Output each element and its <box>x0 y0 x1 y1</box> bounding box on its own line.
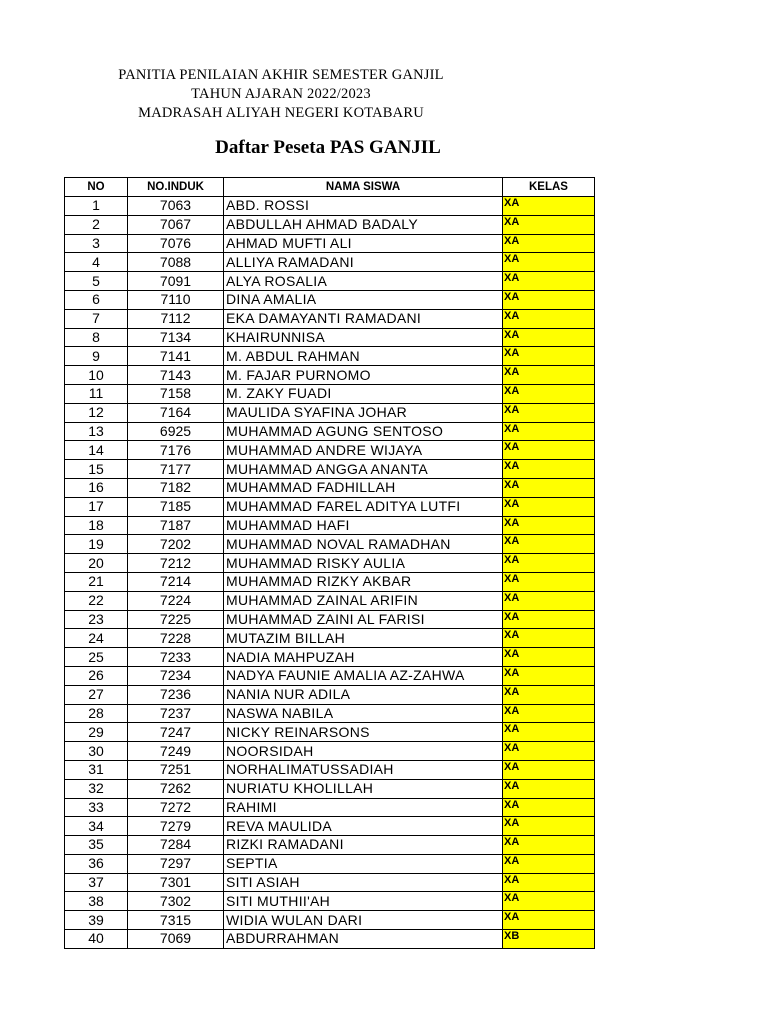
student-name: MUHAMMAD ANDRE WIJAYA <box>224 441 503 460</box>
student-id: 7228 <box>128 629 224 648</box>
class-cell: XA <box>503 441 595 460</box>
table-row <box>65 478 595 497</box>
student-name: NICKY REINARSONS <box>224 723 503 742</box>
student-name: MUTAZIM BILLAH <box>224 629 503 648</box>
table-row <box>65 930 595 949</box>
student-name: MAULIDA SYAFINA JOHAR <box>224 403 503 422</box>
row-number: 5 <box>65 272 128 291</box>
student-name: NURIATU KHOLILLAH <box>224 779 503 798</box>
column-header-no-induk: NO.INDUK <box>128 178 224 197</box>
participant-table <box>64 177 595 949</box>
row-number: 11 <box>65 384 128 403</box>
student-id: 7236 <box>128 685 224 704</box>
row-number: 28 <box>65 704 128 723</box>
row-number: 32 <box>65 779 128 798</box>
table-row <box>65 779 595 798</box>
student-id: 7185 <box>128 497 224 516</box>
class-cell: XA <box>503 516 595 535</box>
column-header-no: NO <box>65 178 128 197</box>
student-name: SITI MUTHII'AH <box>224 892 503 911</box>
class-cell: XA <box>503 572 595 591</box>
row-number: 36 <box>65 854 128 873</box>
table-row <box>65 723 595 742</box>
row-number: 14 <box>65 441 128 460</box>
student-name: MUHAMMAD ZAINAL ARIFIN <box>224 591 503 610</box>
row-number: 29 <box>65 723 128 742</box>
academic-year-line: TAHUN AJARAN 2022/2023 <box>191 86 371 102</box>
class-cell: XA <box>503 779 595 798</box>
student-id: 7284 <box>128 836 224 855</box>
student-id: 7134 <box>128 328 224 347</box>
student-id: 7297 <box>128 854 224 873</box>
student-id: 7141 <box>128 347 224 366</box>
student-name: MUHAMMAD AGUNG SENTOSO <box>224 422 503 441</box>
table-row <box>65 572 595 591</box>
student-name: ABDURRAHMAN <box>224 930 503 949</box>
table-row <box>65 460 595 479</box>
column-header-kelas: KELAS <box>503 178 595 197</box>
student-id: 7301 <box>128 873 224 892</box>
class-cell: XA <box>503 854 595 873</box>
student-id: 7076 <box>128 234 224 253</box>
column-header-nama-siswa: NAMA SISWA <box>224 178 503 197</box>
table-row <box>65 403 595 422</box>
table-row <box>65 817 595 836</box>
student-name: MUHAMMAD NOVAL RAMADHAN <box>224 535 503 554</box>
student-id: 7249 <box>128 742 224 761</box>
class-cell: XA <box>503 197 595 216</box>
student-name: MUHAMMAD ANGGA ANANTA <box>224 460 503 479</box>
class-cell: XA <box>503 460 595 479</box>
table-row <box>65 854 595 873</box>
student-name: RAHIMI <box>224 798 503 817</box>
table-row <box>65 347 595 366</box>
row-number: 24 <box>65 629 128 648</box>
student-name: KHAIRUNNISA <box>224 328 503 347</box>
row-number: 37 <box>65 873 128 892</box>
table-row <box>65 911 595 930</box>
student-name: MUHAMMAD FAREL ADITYA LUTFI <box>224 497 503 516</box>
row-number: 20 <box>65 554 128 573</box>
class-cell: XA <box>503 422 595 441</box>
student-id: 6925 <box>128 422 224 441</box>
student-name: RIZKI RAMADANI <box>224 836 503 855</box>
table-row <box>65 648 595 667</box>
row-number: 15 <box>65 460 128 479</box>
student-id: 7315 <box>128 911 224 930</box>
student-id: 7110 <box>128 290 224 309</box>
student-id: 7067 <box>128 215 224 234</box>
student-name: AHMAD MUFTI ALI <box>224 234 503 253</box>
document-header <box>0 66 562 123</box>
class-cell: XA <box>503 272 595 291</box>
student-id: 7237 <box>128 704 224 723</box>
class-cell: XA <box>503 836 595 855</box>
row-number: 39 <box>65 911 128 930</box>
row-number: 9 <box>65 347 128 366</box>
student-name: M. FAJAR PURNOMO <box>224 366 503 385</box>
class-cell: XA <box>503 742 595 761</box>
row-number: 17 <box>65 497 128 516</box>
class-cell: XA <box>503 253 595 272</box>
class-cell: XA <box>503 384 595 403</box>
row-number: 25 <box>65 648 128 667</box>
table-row <box>65 610 595 629</box>
table-row <box>65 384 595 403</box>
student-id: 7182 <box>128 478 224 497</box>
class-cell: XA <box>503 911 595 930</box>
row-number: 16 <box>65 478 128 497</box>
student-id: 7088 <box>128 253 224 272</box>
row-number: 3 <box>65 234 128 253</box>
student-id: 7247 <box>128 723 224 742</box>
table-header-row <box>65 178 595 197</box>
class-cell: XA <box>503 591 595 610</box>
table-row <box>65 290 595 309</box>
table-row <box>65 234 595 253</box>
student-name: SITI ASIAH <box>224 873 503 892</box>
student-id: 7158 <box>128 384 224 403</box>
student-id: 7214 <box>128 572 224 591</box>
row-number: 31 <box>65 760 128 779</box>
table-row <box>65 704 595 723</box>
row-number: 30 <box>65 742 128 761</box>
row-number: 38 <box>65 892 128 911</box>
student-id: 7091 <box>128 272 224 291</box>
class-cell: XA <box>503 478 595 497</box>
student-name: M. ABDUL RAHMAN <box>224 347 503 366</box>
student-name: NADYA FAUNIE AMALIA AZ-ZAHWA <box>224 666 503 685</box>
table-row <box>65 591 595 610</box>
class-cell: XA <box>503 347 595 366</box>
table-row <box>65 497 595 516</box>
table-row <box>65 836 595 855</box>
table-row <box>65 253 595 272</box>
student-name: NASWA NABILA <box>224 704 503 723</box>
row-number: 22 <box>65 591 128 610</box>
row-number: 2 <box>65 215 128 234</box>
student-name: ABD. ROSSI <box>224 197 503 216</box>
class-cell: XA <box>503 535 595 554</box>
row-number: 21 <box>65 572 128 591</box>
class-cell: XA <box>503 648 595 667</box>
class-cell: XA <box>503 873 595 892</box>
table-row <box>65 760 595 779</box>
class-cell: XA <box>503 704 595 723</box>
row-number: 19 <box>65 535 128 554</box>
student-id: 7233 <box>128 648 224 667</box>
class-cell: XA <box>503 234 595 253</box>
row-number: 33 <box>65 798 128 817</box>
class-cell: XA <box>503 290 595 309</box>
student-name: NANIA NUR ADILA <box>224 685 503 704</box>
row-number: 27 <box>65 685 128 704</box>
class-cell: XA <box>503 798 595 817</box>
table-row <box>65 215 595 234</box>
table-row <box>65 629 595 648</box>
student-id: 7063 <box>128 197 224 216</box>
student-name: MUHAMMAD FADHILLAH <box>224 478 503 497</box>
class-cell: XA <box>503 366 595 385</box>
table-row <box>65 272 595 291</box>
student-id: 7251 <box>128 760 224 779</box>
class-cell: XA <box>503 403 595 422</box>
student-name: EKA DAMAYANTI RAMADANI <box>224 309 503 328</box>
row-number: 13 <box>65 422 128 441</box>
student-name: MUHAMMAD RISKY AULIA <box>224 554 503 573</box>
class-cell: XA <box>503 723 595 742</box>
student-id: 7202 <box>128 535 224 554</box>
student-id: 7224 <box>128 591 224 610</box>
class-cell: XA <box>503 610 595 629</box>
student-id: 7164 <box>128 403 224 422</box>
student-id: 7177 <box>128 460 224 479</box>
school-name-line: MADRASAH ALIYAH NEGERI KOTABARU <box>138 105 424 121</box>
row-number: 34 <box>65 817 128 836</box>
table-body <box>65 197 595 949</box>
table-row <box>65 666 595 685</box>
student-id: 7069 <box>128 930 224 949</box>
table-row <box>65 798 595 817</box>
table-row <box>65 535 595 554</box>
student-id: 7212 <box>128 554 224 573</box>
row-number: 4 <box>65 253 128 272</box>
row-number: 26 <box>65 666 128 685</box>
row-number: 35 <box>65 836 128 855</box>
student-name: DINA AMALIA <box>224 290 503 309</box>
class-cell: XA <box>503 554 595 573</box>
table-row <box>65 516 595 535</box>
class-cell: XA <box>503 328 595 347</box>
class-cell: XB <box>503 930 595 949</box>
table-row <box>65 685 595 704</box>
row-number: 18 <box>65 516 128 535</box>
table-row <box>65 554 595 573</box>
committee-line: PANITIA PENILAIAN AKHIR SEMESTER GANJIL <box>118 67 444 83</box>
class-cell: XA <box>503 892 595 911</box>
class-cell: XA <box>503 817 595 836</box>
row-number: 10 <box>65 366 128 385</box>
table-row <box>65 873 595 892</box>
student-name: WIDIA WULAN DARI <box>224 911 503 930</box>
student-id: 7262 <box>128 779 224 798</box>
student-id: 7187 <box>128 516 224 535</box>
student-name: MUHAMMAD HAFI <box>224 516 503 535</box>
row-number: 23 <box>65 610 128 629</box>
table-row <box>65 441 595 460</box>
student-id: 7279 <box>128 817 224 836</box>
class-cell: XA <box>503 215 595 234</box>
class-cell: XA <box>503 497 595 516</box>
table-row <box>65 422 595 441</box>
student-id: 7234 <box>128 666 224 685</box>
student-id: 7112 <box>128 309 224 328</box>
student-name: M. ZAKY FUADI <box>224 384 503 403</box>
student-id: 7143 <box>128 366 224 385</box>
student-name: ALLIYA RAMADANI <box>224 253 503 272</box>
row-number: 40 <box>65 930 128 949</box>
student-name: NORHALIMATUSSADIAH <box>224 760 503 779</box>
row-number: 12 <box>65 403 128 422</box>
student-name: SEPTIA <box>224 854 503 873</box>
student-name: MUHAMMAD ZAINI AL FARISI <box>224 610 503 629</box>
class-cell: XA <box>503 685 595 704</box>
table-row <box>65 309 595 328</box>
student-name: NADIA MAHPUZAH <box>224 648 503 667</box>
student-id: 7176 <box>128 441 224 460</box>
row-number: 1 <box>65 197 128 216</box>
student-name: NOORSIDAH <box>224 742 503 761</box>
table-row <box>65 366 595 385</box>
class-cell: XA <box>503 666 595 685</box>
class-cell: XA <box>503 309 595 328</box>
student-id: 7302 <box>128 892 224 911</box>
student-id: 7225 <box>128 610 224 629</box>
student-name: ABDULLAH AHMAD BADALY <box>224 215 503 234</box>
table-row <box>65 328 595 347</box>
row-number: 6 <box>65 290 128 309</box>
document-title: Daftar Peseta PAS GANJIL <box>215 137 441 158</box>
student-name: ALYA ROSALIA <box>224 272 503 291</box>
table-row <box>65 892 595 911</box>
table-row <box>65 742 595 761</box>
row-number: 7 <box>65 309 128 328</box>
student-name: REVA MAULIDA <box>224 817 503 836</box>
row-number: 8 <box>65 328 128 347</box>
table-row <box>65 197 595 216</box>
student-id: 7272 <box>128 798 224 817</box>
class-cell: XA <box>503 760 595 779</box>
class-cell: XA <box>503 629 595 648</box>
student-name: MUHAMMAD RIZKY AKBAR <box>224 572 503 591</box>
